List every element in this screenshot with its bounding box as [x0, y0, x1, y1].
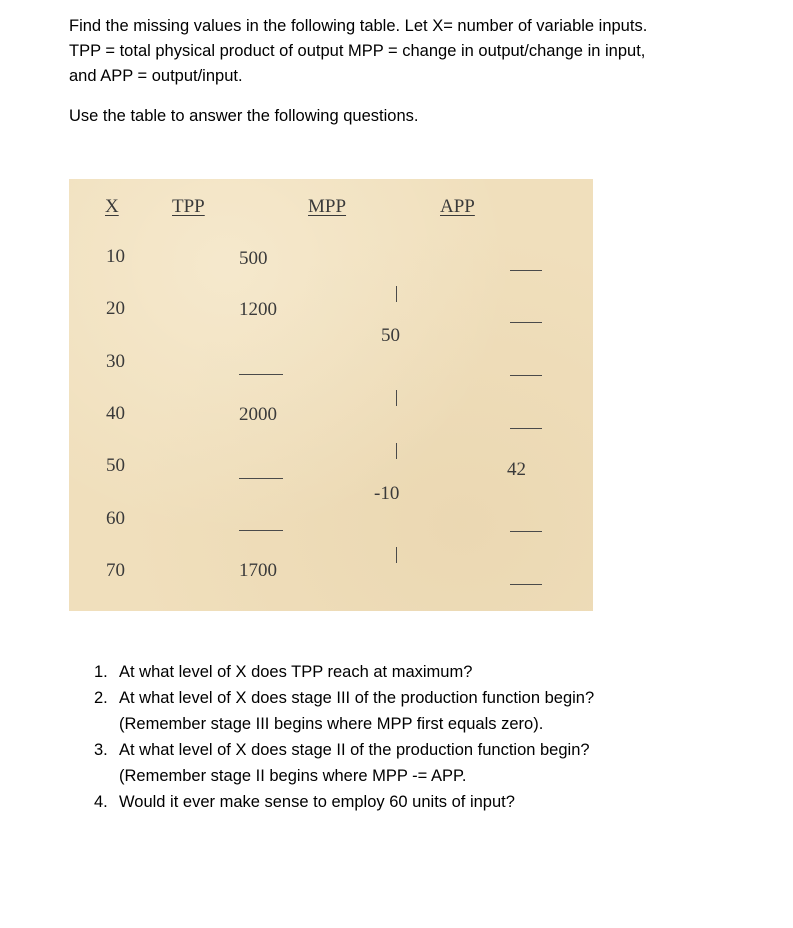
- question-item: [86, 789, 766, 815]
- app-blank: [510, 428, 542, 429]
- app-blank: [510, 375, 542, 376]
- x-value: 40: [106, 403, 125, 424]
- app-value: 42: [507, 459, 526, 480]
- header-app: APP: [440, 196, 475, 217]
- tpp-value: 500: [239, 248, 268, 269]
- question-item: [86, 737, 766, 789]
- question-number: 4.: [94, 793, 108, 811]
- question-item: [86, 659, 766, 685]
- mpp-blank: [396, 443, 397, 459]
- app-blank: [510, 322, 542, 323]
- question-note: (Remember stage III begins where MPP first equals zero).: [119, 715, 544, 733]
- tpp-value: 1700: [239, 560, 277, 581]
- header-mpp: MPP: [308, 196, 347, 217]
- question-text: At what level of X does TPP reach at maximum?: [119, 663, 473, 681]
- question-number: 2.: [94, 689, 108, 707]
- header-x: X: [105, 196, 119, 217]
- app-blank: [510, 584, 542, 585]
- mpp-value: -10: [374, 483, 400, 504]
- tpp-value: 1200: [239, 299, 277, 320]
- intro-line-1: Find the missing values in the following table. Let X= number of variable inputs.: [69, 17, 648, 35]
- header-tpp: TPP: [172, 196, 205, 217]
- tpp-value: 2000: [239, 404, 277, 425]
- x-value: 10: [106, 246, 125, 267]
- question-item: [86, 685, 766, 737]
- question-list: [86, 659, 766, 815]
- tpp-blank: [239, 374, 283, 375]
- mpp-blank: [396, 390, 397, 406]
- intro-line-2: TPP = total physical product of output MPP = change in output/change in input,: [69, 42, 646, 60]
- mpp-blank: [396, 547, 397, 563]
- tpp-blank: [239, 478, 283, 479]
- x-value: 60: [106, 508, 125, 529]
- question-text: At what level of X does stage II of the production function begin?: [119, 741, 590, 759]
- question-number: 1.: [94, 663, 108, 681]
- app-blank: [510, 531, 542, 532]
- x-value: 20: [106, 298, 125, 319]
- question-text: Would it ever make sense to employ 60 units of input?: [119, 793, 515, 811]
- production-table-image: [69, 179, 593, 611]
- instruction-text: Use the table to answer the following questions.: [69, 107, 419, 125]
- question-note: (Remember stage II begins where MPP -= APP.: [119, 767, 467, 785]
- question-text: At what level of X does stage III of the production function begin?: [119, 689, 595, 707]
- x-value: 70: [106, 560, 125, 581]
- mpp-blank: [396, 286, 397, 302]
- question-number: 3.: [94, 741, 108, 759]
- x-value: 50: [106, 455, 125, 476]
- intro-line-3: and APP = output/input.: [69, 67, 243, 85]
- tpp-blank: [239, 530, 283, 531]
- mpp-value: 50: [381, 325, 400, 346]
- app-blank: [510, 270, 542, 271]
- x-value: 30: [106, 351, 125, 372]
- intro-paragraph: [69, 14, 759, 89]
